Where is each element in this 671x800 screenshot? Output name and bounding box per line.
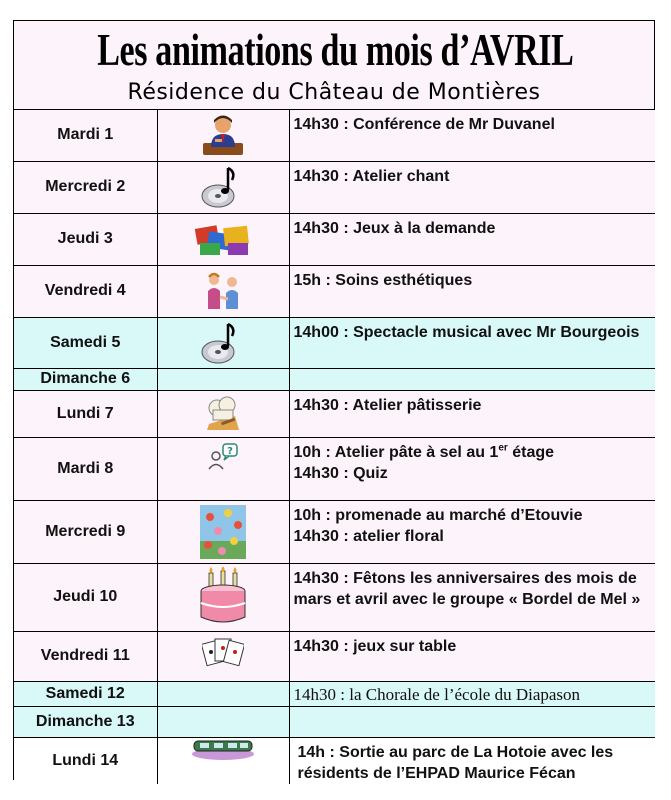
activity-cell: 14h30 : la Chorale de l’école du Diapason bbox=[289, 681, 655, 706]
activity-line: 10h : Atelier pâte à sel au 1er étage bbox=[293, 442, 555, 461]
day-cell: Vendredi 11 bbox=[14, 631, 157, 681]
day-cell: Mardi 8 bbox=[14, 437, 157, 500]
chef-hat-icon bbox=[203, 396, 243, 432]
day-cell: Dimanche 13 bbox=[14, 706, 157, 737]
day-cell: Lundi 7 bbox=[14, 390, 157, 437]
board-games-icon bbox=[194, 219, 252, 259]
table-row bbox=[14, 161, 655, 213]
day-cell: Mardi 1 bbox=[14, 110, 157, 161]
flowers-icon bbox=[200, 505, 246, 559]
table-row bbox=[14, 110, 655, 161]
svg-text:?: ? bbox=[227, 445, 233, 457]
table-row bbox=[14, 213, 655, 265]
day-cell: Lundi 14 bbox=[14, 737, 157, 784]
activity-cell bbox=[289, 368, 655, 390]
header bbox=[14, 21, 654, 110]
day-cell: Samedi 5 bbox=[14, 317, 157, 368]
agenda-table bbox=[14, 110, 655, 784]
activity-cell: 14h30 : Jeux à la demande bbox=[289, 213, 655, 265]
quiz-person-icon bbox=[206, 442, 240, 470]
activity-line: 14h30 : atelier floral bbox=[293, 527, 444, 545]
table-row bbox=[14, 563, 655, 631]
day-cell: Jeudi 3 bbox=[14, 213, 157, 265]
activity-cell: 14h00 : Spectacle musical avec Mr Bourgeois bbox=[289, 317, 655, 368]
playing-cards-icon bbox=[202, 636, 244, 668]
bus-icon bbox=[190, 739, 256, 761]
activity-cell: 15h : Soins esthétiques bbox=[289, 265, 655, 317]
activity-cell: 14h : Sortie au parc de La Hotoie avec les résidents de l’EHPAD Maurice Fécan bbox=[289, 737, 655, 784]
activity-cell: 14h30 : Conférence de Mr Duvanel bbox=[289, 110, 655, 161]
music-cd-icon bbox=[200, 164, 246, 210]
birthday-cake-icon bbox=[196, 567, 250, 627]
day-cell: Samedi 12 bbox=[14, 681, 157, 706]
table-row bbox=[14, 368, 655, 390]
activity-line: 10h : promenade au marché d’Etouvie bbox=[293, 506, 583, 524]
table-row bbox=[14, 437, 655, 500]
music-cd-icon bbox=[200, 320, 246, 366]
activity-cell: 14h30 : Atelier pâtisserie bbox=[289, 390, 655, 437]
activity-line: 14h30 : Quiz bbox=[293, 464, 388, 482]
day-cell: Vendredi 4 bbox=[14, 265, 157, 317]
day-cell: Mercredi 9 bbox=[14, 500, 157, 563]
table-row bbox=[14, 681, 655, 706]
activity-cell: 14h30 : jeux sur table bbox=[289, 631, 655, 681]
program-sheet bbox=[13, 20, 655, 780]
activity-cell: 14h30 : Atelier chant bbox=[289, 161, 655, 213]
table-row bbox=[14, 265, 655, 317]
beauty-care-icon bbox=[203, 271, 243, 311]
day-cell: Mercredi 2 bbox=[14, 161, 157, 213]
table-row bbox=[14, 737, 655, 784]
activity-cell bbox=[289, 706, 655, 737]
table-row bbox=[14, 706, 655, 737]
table-row bbox=[14, 317, 655, 368]
activity-cell: 14h30 : Fêtons les anniversaires des mois de mars et avril avec le groupe « Bordel de Mel » bbox=[289, 563, 655, 631]
table-row bbox=[14, 500, 655, 563]
day-cell: Dimanche 6 bbox=[14, 368, 157, 390]
day-cell: Jeudi 10 bbox=[14, 563, 157, 631]
page-subtitle: Résidence du Château de Montières bbox=[127, 80, 541, 105]
speaker-man-icon bbox=[201, 113, 245, 157]
page-title: Les animations du mois d’AVRIL bbox=[97, 24, 574, 75]
table-row bbox=[14, 631, 655, 681]
table-row bbox=[14, 390, 655, 437]
